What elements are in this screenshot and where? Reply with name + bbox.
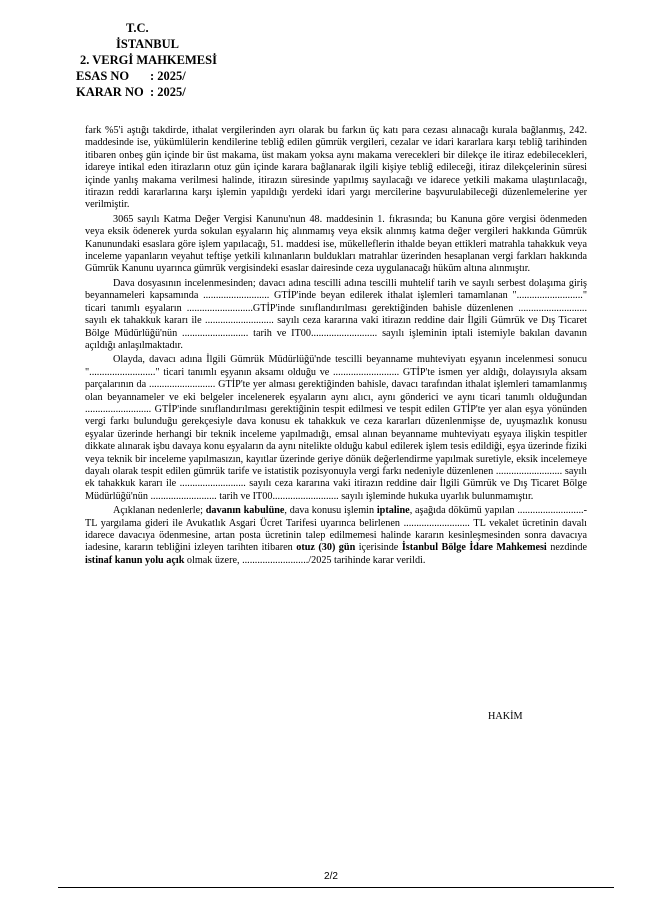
verdict-deadline: otuz (30) gün [296,542,356,554]
verdict-text: içerisinde [355,542,402,554]
verdict-appeal-court: İstanbul Bölge İdare Mahkemesi [401,542,547,554]
verdict-text: Açıklanan nedenlerle; [113,505,206,517]
paragraph-verdict [85,505,587,567]
decision-body [85,125,587,567]
page-number: 2/2 [324,871,338,882]
judge-signature-label: HAKİM [488,711,523,722]
verdict-text: olmak üzere, ........................../2025 tarihinde karar verildi. [184,554,426,566]
karar-no-value: : 2025/ [150,85,186,99]
verdict-text: , aşağıda dökümü yapılan ..........................-TL yargılama gideri ile Avukatlık Asgari Ücret Tarifesi uyarınca belirlenen .......................... TL vekalet ücretinin davalı idarece davacıya ödenmesine, artan posta ücretinin talep edilmemesi halinde kararın kesinleşmesinden sonra davacıya iadesine, kararın tebliğini izleyen tarihten itibaren [85,505,587,554]
paragraph-customs-law: fark %5'i aştığı takdirde, ithalat vergilerinden ayrı olarak bu farkın üç katı para cezası alınacağı kurala bağlanmış, 242. maddesinde ise, yükümlülerin kendilerine tebliğ edilen gümrük vergileri, cezalar ve idari kararlara karşı tebliğ tarihinden itibaren onbeş gün içinde bir üst makama, üst makam yoksa aynı makama verecekleri bir dilekçe ile itiraz edebilecekleri, idareye intikal eden itirazların otuz gün içinde karara bağlanarak ilgili kişiye tebliğ edileceği, itiraz dilekçelerinin süresi içinde yanlış makama verilmesi halinde, itirazın süresinde yapılmış sayılacağı ve idarece yetkili makama ulaştırılacağı, itirazın reddi kararlarına karşı işlemin yapıldığı yerdeki idari yargı mercilerine başvurulabileceği düzenlemelerine yer verilmiştir. [85,125,587,211]
paragraph-assessment: Olayda, davacı adına İlgili Gümrük Müdürlüğü'nde tescilli beyanname muhteviyatı eşyanın incelenmesi sonucu ".........................." ticari tanımlı eşyanın aksamı olduğu ve .......................... GTİP'te ismen yer aldığı, dolayısıyla aksam parçalarının da .......................... GTİP'te yer alması gerektiğinden bahisle, davacı tarafından ithalat işlemleri tamamlanmış olan beyannameler ve eki belgeler incelenerek eşyaların aynı alıcı, aynı gönderici ve aynı ticari tanımlı olduğundan .......................... GTİP'inde sınıflandırılması gerektiğinin tespit edilmesi ve tespit edilen GTİP'te yer alan eşya yönünden vergi farkı bulunduğu gerekçesiyle dava konusu ek tahakkuk ve ceza kararları düzenlenmişse de, uyuşmazlık konusu eşyalar üzerinde herhangi bir teknik inceleme yapılmadığı, emsal alınan beyanname muhteviyatı eşyaya ilişkin tespitler dikkate alınarak işbu davaya konu eşyaların da aynı nitelikte olduğu kabul edilerek işlem tesis edildiği, eşya üzerinde fiziki veya teknik bir inceleme yapılmasızın, kayıtlar üzerinde geriye dönük değerlendirme yapılmak suretiyle, eksik incelemeye dayalı olarak tespit edilen gümrük tarife ve istatistik pozisyonuyla vergi farkı nedeniyle düzenlenen .......................... sayılı ek tahakkuk kararı ile .......................... sayılı ceza kararına vaki itirazın reddine dair İlgili Gümrük ve Dış Ticaret Bölge Müdürlüğü'nün .......................... tarih ve IT00.......................... sayılı işleminde hukuka uyarlık bulunmamıştır. [85,354,587,502]
verdict-text: nezdinde [546,542,588,554]
paragraph-case-file: Dava dosyasının incelenmesinden; davacı adına tescilli adına tescilli muhtelif tarih ve sayılı serbest dolaşıma giriş beyannameleri kapsamında .......................... GTİP'inde beyan edilerek ithalat işlemleri tamamlanan ".........................." ticari tanımlı eşyaların ..........................GTİP'inde sınıflandırılması gerektiğinden bahisle düzenlenen ........................... sayılı ek tahakkuk kararı ile ........................... sayılı ceza kararına vaki itirazın reddine dair İlgili Gümrük ve Dış Ticaret Bölge Müdürlüğü'nün .......................... tarih ve IT00.......................... sayılı işleminin iptali istemiyle bakılan davanın açıldığı anlaşılmaktadır. [85,277,587,351]
esas-no-row [76,68,217,84]
paragraph-vat-law: 3065 sayılı Katma Değer Vergisi Kanunu'nun 48. maddesinin 1. fıkrasında; bu Kanuna göre vergisi ödenmeden veya eksik ödenerek yurda sokulan eşyaların hiç alınmamış veya eksik alınmış katma değer vergileri hakkında Gümrük Kanunundaki esaslara göre işlem yapılacağı, 51. maddesi ise, mükelleflerin ithalde beyan ettikleri matrahla tahakkuk veya inceleme yapanların veyahut teftişe yetkili kılınanların buldukları matrahlar üzerinden hesaplanan vergi farkları hakkında Gümrük Kanunu uyarınca gümrük vergisindeki esaslar dairesinde ceza uygulanacağı hüküm altına alınmıştır. [85,213,587,275]
verdict-text: , dava konusu işlemin [284,505,377,517]
header-tc: T.C. [126,21,149,35]
header-city: İSTANBUL [116,37,179,51]
karar-no-row [76,84,217,100]
karar-no-label: KARAR NO [76,85,144,99]
verdict-acceptance: davanın kabulüne [205,505,285,517]
verdict-appeal-route: istinaf kanun yolu açık [85,554,185,566]
court-header [76,20,217,100]
footer-divider [58,887,614,888]
esas-no-value: : 2025/ [150,69,186,83]
esas-no-label: ESAS NO [76,69,130,83]
header-court-name: 2. VERGİ MAHKEMESİ [80,53,217,67]
verdict-annulment: iptaline [376,505,410,517]
